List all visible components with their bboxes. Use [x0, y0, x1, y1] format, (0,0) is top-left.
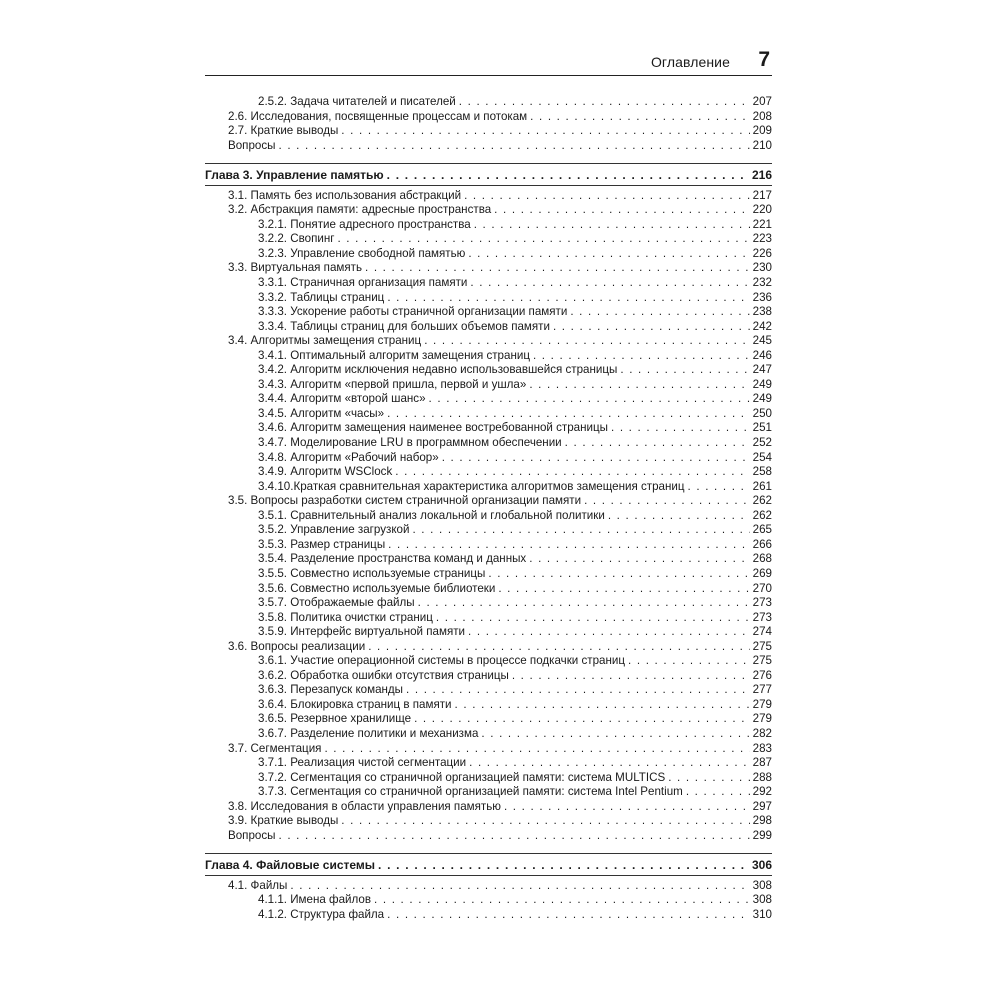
toc-entry-page: 292	[752, 785, 772, 799]
toc-entry[interactable]	[205, 567, 772, 582]
toc-entry[interactable]	[205, 480, 772, 495]
dot-leader	[608, 509, 750, 524]
toc-entry-title: 3.4.6. Алгоритм замещения наименее востребованной страницы	[258, 421, 608, 435]
toc-entry[interactable]	[205, 893, 772, 908]
toc-entry-title: 2.6. Исследования, посвященные процессам и потокам	[228, 109, 528, 123]
toc-entry-title: Вопросы	[228, 828, 276, 842]
toc-entry-page: 238	[752, 305, 772, 319]
toc-entry-page: 287	[752, 756, 772, 770]
toc-entry-title: 2.7. Краткие выводы	[228, 124, 339, 138]
toc-entry-page: 273	[752, 610, 772, 624]
toc-entry-title: 3.4.9. Алгоритм WSClock	[258, 465, 393, 479]
toc-entry-page: 247	[752, 363, 772, 377]
toc-entry-title: 3.7. Сегментация	[228, 741, 322, 755]
toc-entry[interactable]	[205, 203, 772, 218]
dot-leader	[611, 421, 750, 436]
toc-entry-page: 270	[752, 581, 772, 595]
toc-entry-title: 3.4. Алгоритмы замещения страниц	[228, 334, 422, 348]
toc-entry-title: 3.6.1. Участие операционной системы в процессе подкачки страниц	[258, 654, 626, 668]
dot-leader	[387, 908, 750, 923]
toc-entry[interactable]	[205, 742, 772, 757]
dot-leader	[429, 392, 750, 407]
dot-leader	[688, 480, 750, 495]
toc-entry-title: 3.4.3. Алгоритм «первой пришла, первой и ушла»	[258, 377, 527, 391]
dot-leader	[387, 291, 749, 306]
dot-leader	[494, 203, 749, 218]
toc-entry-page: 265	[752, 523, 772, 537]
toc-entry-title: 3.4.2. Алгоритм исключения недавно использовавшейся страницы	[258, 363, 618, 377]
toc-entry[interactable]	[205, 189, 772, 204]
toc-entry-page: 246	[752, 348, 772, 362]
toc-entry-page: 310	[752, 907, 772, 921]
dot-leader	[378, 858, 749, 873]
dot-leader	[388, 538, 750, 553]
toc-entry-page: 273	[752, 596, 772, 610]
toc-entry-page: 220	[752, 203, 772, 217]
toc-entry-page: 223	[752, 232, 772, 246]
dot-leader	[529, 378, 749, 393]
toc-entry[interactable]	[205, 582, 772, 597]
toc-entry[interactable]	[205, 785, 772, 800]
toc-entry-page: 250	[752, 406, 772, 420]
dot-leader	[628, 654, 750, 669]
dot-leader	[468, 247, 749, 262]
toc-entry-page: 252	[752, 436, 772, 450]
running-header	[205, 48, 772, 74]
toc-entry[interactable]	[205, 879, 772, 894]
toc-entry-title: 3.3.3. Ускорение работы страничной организации памяти	[258, 305, 568, 319]
toc-entry-page: 249	[752, 377, 772, 391]
toc-entry-title: 4.1.2. Структура файла	[258, 907, 385, 921]
dot-leader	[620, 363, 749, 378]
toc-entry-title: 3.2.1. Понятие адресного пространства	[258, 217, 471, 231]
dot-leader	[529, 552, 749, 567]
toc-entry-title: 3.6.2. Обработка ошибки отсутствия страницы	[258, 668, 509, 682]
toc-entry-title: 3.6.7. Разделение политики и механизма	[258, 726, 479, 740]
toc-entry-title: 3.9. Краткие выводы	[228, 814, 339, 828]
toc-entry[interactable]	[205, 363, 772, 378]
dot-leader	[481, 727, 749, 742]
toc-entry[interactable]	[205, 110, 772, 125]
toc-entry[interactable]	[205, 421, 772, 436]
toc-entry[interactable]	[205, 334, 772, 349]
toc-entry-title: Глава 3. Управление памятью	[205, 168, 384, 183]
dot-leader	[468, 625, 750, 640]
toc-entry-title: 3.4.4. Алгоритм «второй шанс»	[258, 392, 426, 406]
toc-entry-page: 288	[752, 770, 772, 784]
toc-entry[interactable]	[205, 683, 772, 698]
toc-entry-title: 3.4.8. Алгоритм «Рабочий набор»	[258, 450, 439, 464]
toc-entry-page: 251	[752, 421, 772, 435]
toc-entry[interactable]	[205, 538, 772, 553]
toc-entry-page: 298	[752, 814, 772, 828]
dot-leader	[533, 349, 750, 364]
toc-entry-title: 3.4.7. Моделирование LRU в программном обеспечении	[258, 436, 562, 450]
toc-entry-title: 3.3. Виртуальная память	[228, 261, 362, 275]
toc-entry[interactable]	[205, 611, 772, 626]
toc-entry[interactable]	[205, 800, 772, 815]
toc-entry[interactable]	[205, 436, 772, 451]
chapter-divider	[205, 185, 772, 186]
toc-entry[interactable]	[205, 552, 772, 567]
toc-entry[interactable]	[205, 829, 772, 844]
toc-entry[interactable]	[205, 261, 772, 276]
toc-entry[interactable]	[205, 814, 772, 829]
toc-entry-page: 266	[752, 537, 772, 551]
toc-entry-page: 299	[752, 828, 772, 842]
dot-leader	[290, 879, 749, 894]
toc-entry[interactable]	[205, 625, 772, 640]
toc-entry[interactable]	[205, 378, 772, 393]
toc-entry[interactable]	[205, 509, 772, 524]
toc-entry[interactable]	[205, 654, 772, 669]
dot-leader	[668, 771, 749, 786]
toc-entry[interactable]	[205, 392, 772, 407]
dot-leader	[368, 640, 749, 655]
dot-leader	[412, 523, 749, 538]
toc-entry-page: 262	[752, 508, 772, 522]
toc-entry[interactable]	[205, 407, 772, 422]
toc-entry-page: 279	[752, 712, 772, 726]
toc-entry[interactable]	[205, 276, 772, 291]
toc-entry[interactable]	[205, 727, 772, 742]
toc-entry-page: 282	[752, 726, 772, 740]
toc-entry-page: 279	[752, 697, 772, 711]
chapter-divider	[205, 875, 772, 876]
toc-entry-title: 3.5.2. Управление загрузкой	[258, 523, 410, 537]
toc-entry-page: 276	[752, 668, 772, 682]
header-page-number: 7	[758, 48, 770, 71]
toc-entry[interactable]	[205, 124, 772, 139]
toc-entry-title: 3.2.2. Свопинг	[258, 232, 335, 246]
toc-entry-title: 3.5.9. Интерфейс виртуальной памяти	[258, 625, 466, 639]
dot-leader	[279, 139, 750, 154]
dot-leader	[530, 110, 750, 125]
dot-leader	[686, 785, 750, 800]
toc-entry-title: 3.4.1. Оптимальный алгоритм замещения страниц	[258, 348, 530, 362]
toc-entry-page: 297	[752, 799, 772, 813]
toc-entry-page: 230	[752, 261, 772, 275]
dot-leader	[337, 232, 749, 247]
dot-leader	[565, 436, 750, 451]
dot-leader	[341, 814, 749, 829]
toc-entry[interactable]	[205, 305, 772, 320]
toc-entry-page: 245	[752, 334, 772, 348]
dot-leader	[406, 683, 750, 698]
toc-entry[interactable]	[205, 218, 772, 233]
dot-leader	[341, 124, 749, 139]
dot-leader	[424, 334, 749, 349]
dot-leader	[436, 611, 750, 626]
toc-entry[interactable]	[205, 640, 772, 655]
toc-entry[interactable]	[205, 494, 772, 509]
toc-entry-page: 254	[752, 450, 772, 464]
toc-entry-page: 308	[752, 878, 772, 892]
toc-entry-page: 236	[752, 290, 772, 304]
header-title: Оглавление	[650, 54, 730, 70]
toc-entry[interactable]	[205, 232, 772, 247]
toc-entry-page: 207	[752, 95, 772, 108]
dot-leader	[459, 95, 750, 110]
toc-entry-title: 3.6.5. Резервное хранилище	[258, 712, 412, 726]
dot-leader	[570, 305, 749, 320]
toc-entry-title: 4.1. Файлы	[228, 878, 288, 892]
dot-leader	[488, 567, 749, 582]
toc-entry-page: 216	[751, 168, 772, 183]
toc-entry[interactable]	[205, 465, 772, 480]
dot-leader	[553, 320, 750, 335]
dot-leader	[474, 218, 750, 233]
toc-entry[interactable]	[205, 908, 772, 923]
toc-entry-page: 262	[752, 494, 772, 508]
toc-entry[interactable]	[205, 756, 772, 771]
dot-leader	[279, 829, 750, 844]
toc-entry-title: 3.6.4. Блокировка страниц в памяти	[258, 697, 452, 711]
toc-entry[interactable]	[205, 712, 772, 727]
toc-entry-title: 3.7.3. Сегментация со страничной организацией памяти: система Intel Pentium	[258, 785, 683, 799]
toc-entry-page: 258	[752, 465, 772, 479]
toc-entry-title: 3.5.6. Совместно используемые библиотеки	[258, 581, 496, 595]
toc-entry-title: 3.6. Вопросы реализации	[228, 639, 366, 653]
toc-entry-title: 3.5.3. Размер страницы	[258, 537, 386, 551]
toc-chapter-entry[interactable]	[205, 168, 772, 183]
toc-entry-title: 3.4.10.Краткая сравнительная характеристика алгоритмов замещения страниц	[258, 479, 685, 493]
toc-entry[interactable]	[205, 771, 772, 786]
toc-entry-title: 3.7.1. Реализация чистой сегментации	[258, 756, 467, 770]
dot-leader	[469, 756, 750, 771]
dot-leader	[470, 276, 749, 291]
toc-entry-title: 3.5. Вопросы разработки систем страничной организации памяти	[228, 494, 582, 508]
toc-entry-title: 3.8. Исследования в области управления памятью	[228, 799, 501, 813]
dot-leader	[418, 596, 750, 611]
toc-entry-title: 3.5.4. Разделение пространства команд и данных	[258, 552, 527, 566]
toc-entry[interactable]	[205, 349, 772, 364]
toc-entry[interactable]	[205, 596, 772, 611]
toc-entry-page: 269	[752, 566, 772, 580]
toc-entry[interactable]	[205, 451, 772, 466]
toc-entry-title: Глава 4. Файловые системы	[205, 858, 376, 873]
toc-entry[interactable]	[205, 95, 772, 110]
dot-leader	[324, 742, 749, 757]
toc-entry-page: 210	[752, 138, 772, 152]
dot-leader	[387, 407, 750, 422]
table-of-contents	[205, 95, 772, 923]
toc-entry-title: 3.5.7. Отображаемые файлы	[258, 596, 415, 610]
toc-entry-title: 3.7.2. Сегментация со страничной организацией памяти: система MULTICS	[258, 770, 666, 784]
toc-entry-title: 3.3.2. Таблицы страниц	[258, 290, 385, 304]
toc-entry-title: 3.2. Абстракция памяти: адресные пространства	[228, 203, 492, 217]
toc-entry-page: 232	[752, 276, 772, 290]
dot-leader	[464, 189, 750, 204]
dot-leader	[442, 451, 750, 466]
dot-leader	[584, 494, 750, 509]
toc-entry-title: 3.5.1. Сравнительный анализ локальной и глобальной политики	[258, 508, 605, 522]
toc-entry-page: 306	[751, 858, 772, 873]
dot-leader	[374, 893, 750, 908]
toc-entry-page: 221	[752, 217, 772, 231]
toc-chapter-entry[interactable]	[205, 858, 772, 873]
toc-entry-title: 4.1.1. Имена файлов	[258, 893, 372, 907]
toc-entry[interactable]	[205, 698, 772, 713]
toc-entry-page: 217	[752, 188, 772, 202]
toc-entry-title: Вопросы	[228, 138, 276, 152]
toc-entry[interactable]	[205, 247, 772, 262]
chapter-divider	[205, 163, 772, 164]
header-rule	[205, 75, 772, 76]
toc-entry-title: 3.3.1. Страничная организация памяти	[258, 276, 468, 290]
toc-entry-title: 3.5.5. Совместно используемые страницы	[258, 566, 486, 580]
toc-entry[interactable]	[205, 291, 772, 306]
dot-leader	[512, 669, 750, 684]
dot-leader	[498, 582, 749, 597]
dot-leader	[365, 261, 750, 276]
toc-entry-page: 277	[752, 683, 772, 697]
toc-entry-title: 3.2.3. Управление свободной памятью	[258, 246, 466, 260]
toc-entry-title: 3.6.3. Перезапуск команды	[258, 683, 404, 697]
toc-entry-page: 208	[752, 109, 772, 123]
dot-leader	[395, 465, 749, 480]
toc-entry[interactable]	[205, 523, 772, 538]
toc-entry-page: 275	[752, 654, 772, 668]
toc-entry[interactable]	[205, 139, 772, 154]
chapter-divider	[205, 853, 772, 854]
toc-entry-page: 268	[752, 552, 772, 566]
toc-entry-title: 2.5.2. Задача читателей и писателей	[258, 95, 456, 108]
toc-entry-page: 226	[752, 246, 772, 260]
toc-entry-page: 242	[752, 319, 772, 333]
toc-entry[interactable]	[205, 669, 772, 684]
toc-entry[interactable]	[205, 320, 772, 335]
dot-leader	[414, 712, 750, 727]
toc-entry-title: 3.5.8. Политика очистки страниц	[258, 610, 433, 624]
toc-entry-page: 308	[752, 893, 772, 907]
toc-entry-title: 3.4.5. Алгоритм «часы»	[258, 406, 385, 420]
dot-leader	[455, 698, 750, 713]
toc-entry-page: 283	[752, 741, 772, 755]
toc-entry-page: 209	[752, 124, 772, 138]
dot-leader	[504, 800, 750, 815]
toc-entry-title: 3.1. Память без использования абстракций	[228, 188, 462, 202]
toc-entry-title: 3.3.4. Таблицы страниц для больших объемов памяти	[258, 319, 550, 333]
dot-leader	[387, 168, 749, 183]
toc-entry-page: 274	[752, 625, 772, 639]
toc-entry-page: 261	[752, 479, 772, 493]
toc-entry-page: 249	[752, 392, 772, 406]
toc-entry-page: 275	[752, 639, 772, 653]
